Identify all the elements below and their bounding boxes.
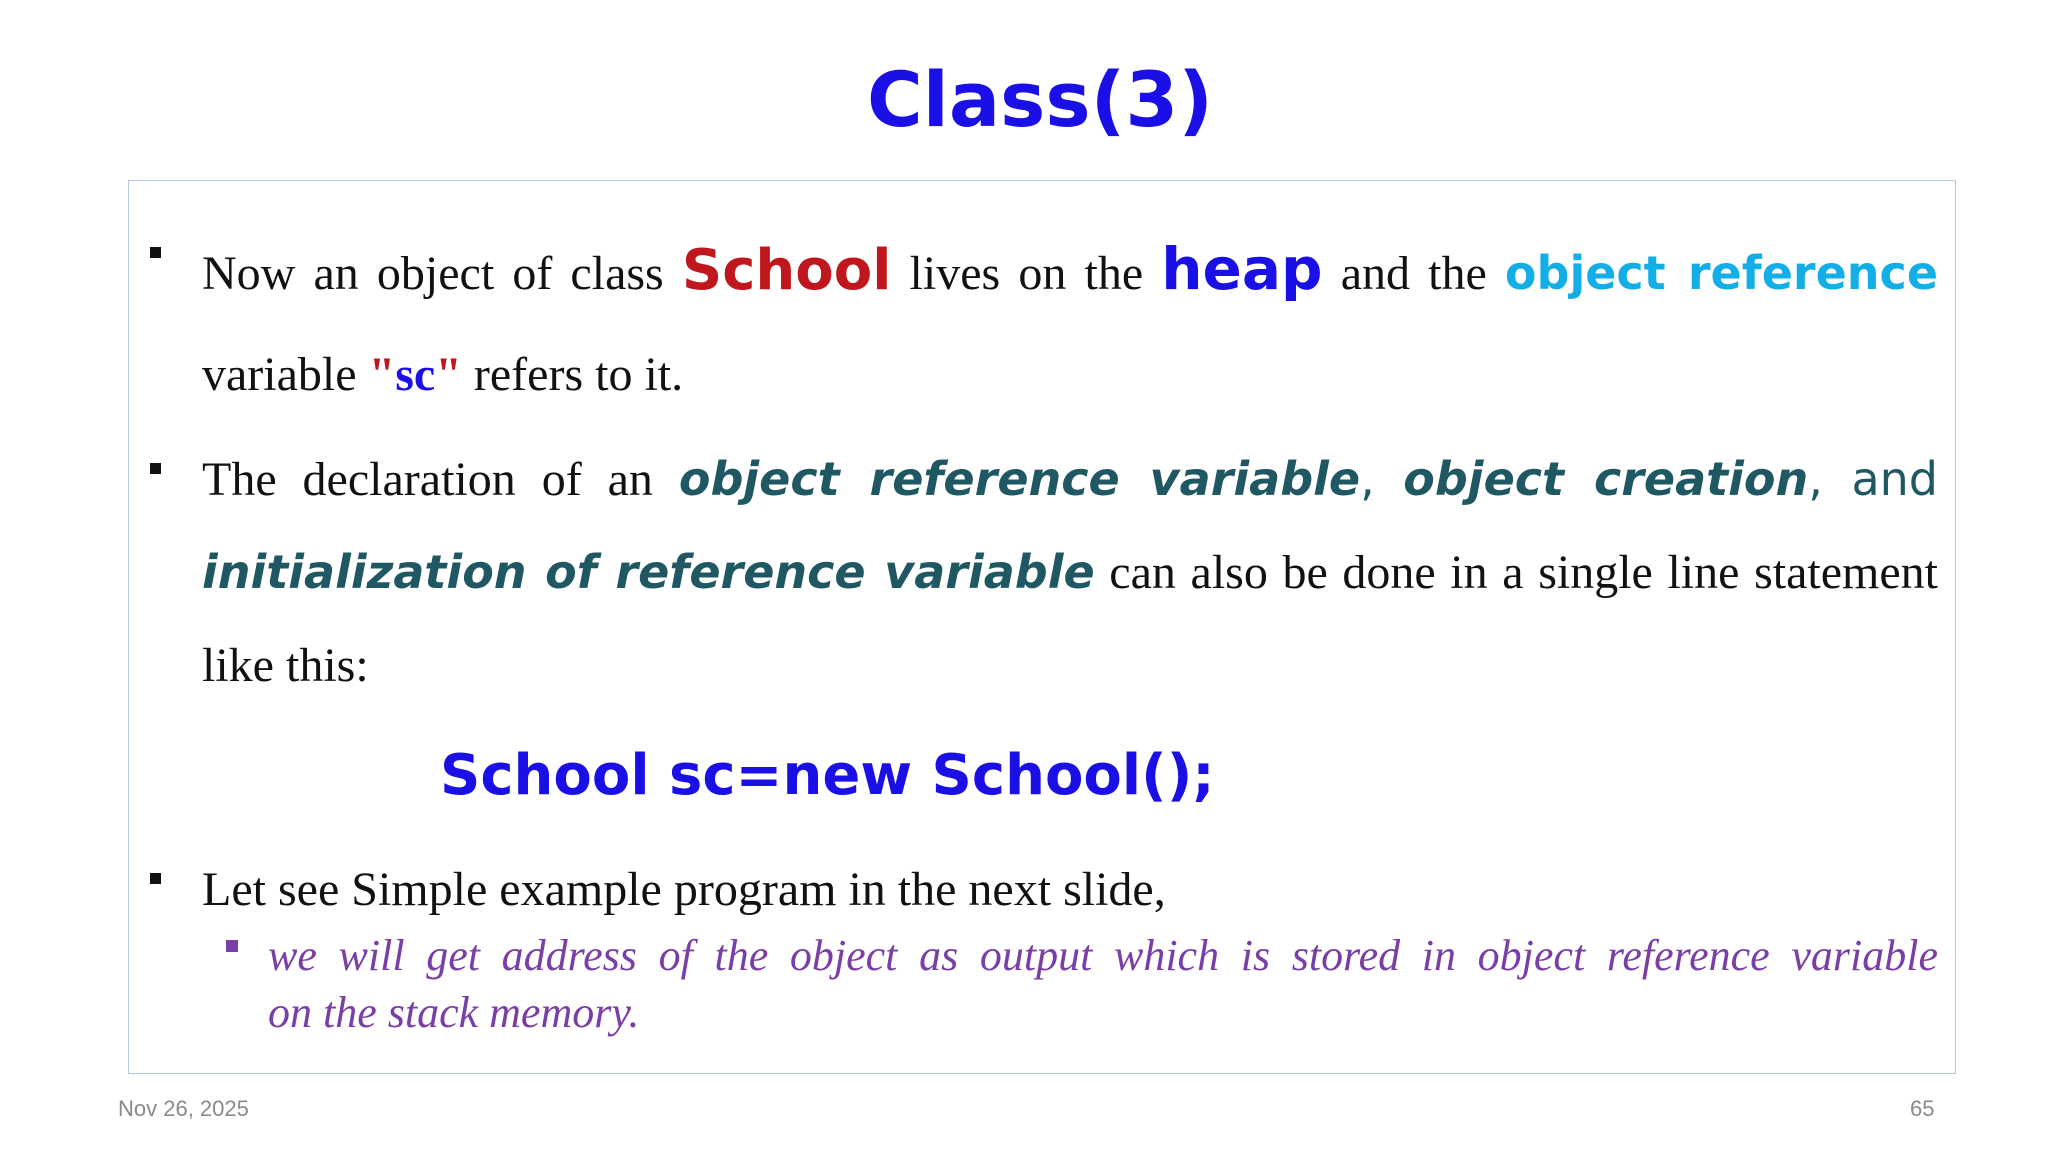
sub-bullet-line2: on the stack memory.: [268, 988, 640, 1037]
keyword-school: School: [681, 238, 892, 303]
code-statement: School sc=new School();: [440, 743, 1215, 808]
keyword-sc: sc: [395, 348, 436, 401]
quote: ": [368, 348, 396, 401]
bullet-marker: [150, 247, 161, 258]
text: The declaration of an: [202, 453, 679, 506]
keyword-object-reference-variable: object reference variable: [678, 452, 1361, 506]
word-and: and: [1851, 452, 1939, 506]
keyword-object-creation: object creation: [1403, 452, 1809, 506]
comma: ,: [1808, 452, 1852, 506]
bullet1-line1: [202, 235, 1939, 303]
keyword-initialization: initialization of reference variable: [202, 545, 1095, 599]
slide-title: Class(3): [867, 55, 1213, 144]
bullet-marker: [150, 873, 161, 884]
bullet2-line1: [202, 452, 1939, 506]
bullet2-line3: like this:: [202, 639, 369, 692]
bullet-marker: [150, 463, 161, 474]
bullet1-line2: [202, 348, 684, 401]
bullet2-line2: [202, 545, 1938, 599]
comma: ,: [1360, 452, 1404, 506]
sub-bullet-marker: [226, 940, 238, 952]
text: Now an object of class: [202, 247, 682, 300]
text: lives on the: [891, 247, 1162, 300]
page-number: 65: [1910, 1096, 1935, 1121]
bullet3-text: Let see Simple example program in the next slide,: [202, 863, 1166, 916]
keyword-heap: heap: [1161, 235, 1323, 303]
sub-bullet-line1: we will get address of the object as output which is stored in object reference variable: [268, 931, 1938, 980]
text: can also be done in a single line statement: [1094, 546, 1938, 599]
keyword-object-reference: object reference: [1504, 246, 1939, 300]
text: variable: [202, 348, 369, 401]
footer-date: Nov 26, 2025: [118, 1096, 249, 1121]
text: refers to it.: [461, 348, 684, 401]
text: and the: [1322, 247, 1505, 300]
quote: ": [435, 348, 462, 401]
